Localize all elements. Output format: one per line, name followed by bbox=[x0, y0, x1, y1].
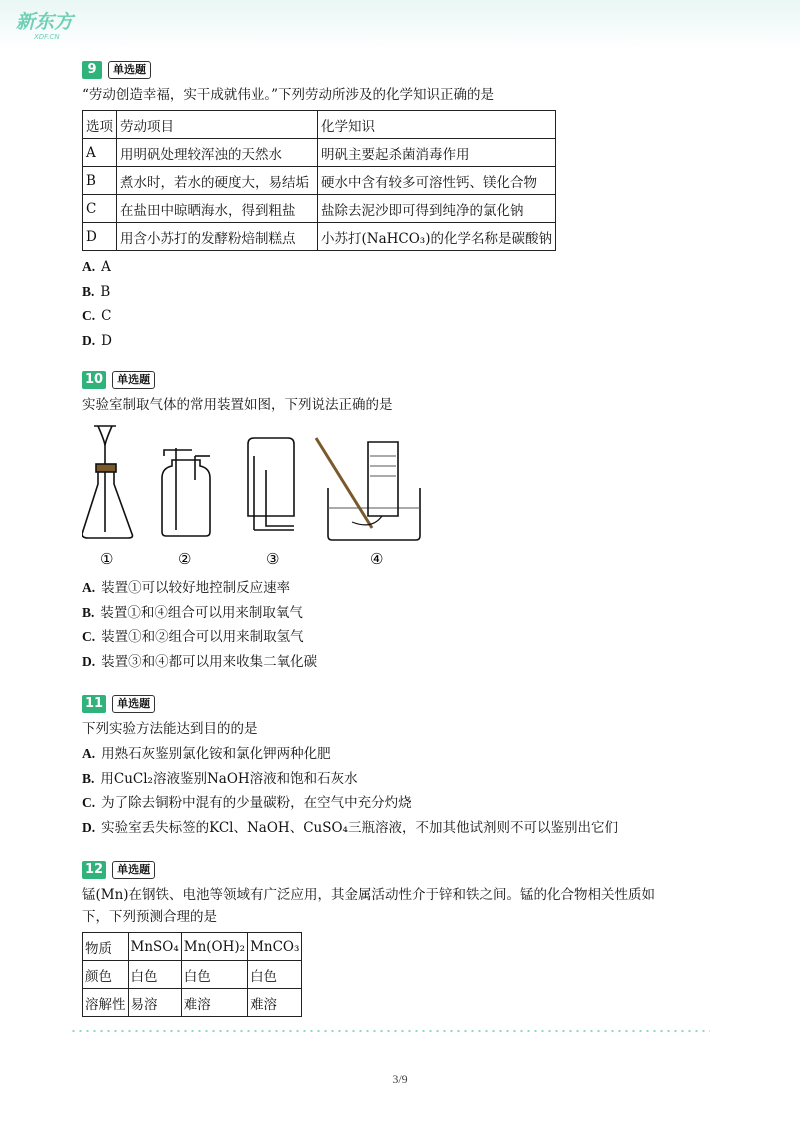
option-b[interactable]: B. 用CuCl₂溶液鉴别NaOH溶液和饱和石灰水 bbox=[82, 770, 358, 787]
table-header: Mn(OH)₂ bbox=[181, 933, 247, 961]
question-number: 10 bbox=[82, 371, 106, 389]
question-stem: “劳动创造幸福，实干成就伟业。”下列劳动所涉及的化学知识正确的是 bbox=[82, 87, 495, 103]
question-number: 11 bbox=[82, 695, 106, 713]
xdf-logo bbox=[14, 6, 84, 44]
table-row bbox=[83, 167, 556, 195]
figure-label: ③ bbox=[266, 550, 280, 568]
apparatus-4 bbox=[316, 438, 420, 540]
table-cell: 易溶 bbox=[128, 989, 181, 1017]
question-type-badge: 单选题 bbox=[108, 61, 151, 79]
table-cell: 用含小苏打的发酵粉焙制糕点 bbox=[117, 223, 318, 251]
table-header: MnSO₄ bbox=[128, 933, 181, 961]
option-c[interactable]: C. C bbox=[82, 308, 112, 324]
option-d[interactable]: D. D bbox=[82, 332, 112, 349]
table-cell: 在盐田中晾晒海水，得到粗盐 bbox=[117, 195, 318, 223]
table-header: 劳动项目 bbox=[117, 111, 318, 139]
question-number: 9 bbox=[82, 61, 102, 79]
question-stem bbox=[82, 884, 722, 928]
table-cell: 煮水时，若水的硬度大，易结垢 bbox=[117, 167, 318, 195]
option-c[interactable]: C. 装置①和②组合可以用来制取氢气 bbox=[82, 629, 304, 645]
question-11 bbox=[82, 694, 722, 840]
question-type-badge: 单选题 bbox=[112, 695, 155, 713]
table-header: 化学知识 bbox=[318, 111, 556, 139]
table-cell: 溶解性 bbox=[83, 989, 129, 1017]
question-stem: 实验室制取气体的常用装置如图，下列说法正确的是 bbox=[82, 397, 393, 413]
option-a[interactable]: A. 装置①可以较好地控制反应速率 bbox=[82, 580, 291, 596]
apparatus-1 bbox=[82, 426, 133, 538]
knowledge-table bbox=[82, 110, 556, 251]
footer-divider bbox=[70, 1030, 710, 1032]
apparatus-3 bbox=[248, 438, 294, 530]
table-cell: D bbox=[83, 223, 117, 251]
table-cell: C bbox=[83, 195, 117, 223]
option-b[interactable]: B. B bbox=[82, 283, 111, 300]
table-row bbox=[83, 195, 556, 223]
option-d[interactable]: D. 装置③和④都可以用来收集二氧化碳 bbox=[82, 653, 318, 670]
table-cell: 白色 bbox=[181, 961, 247, 989]
apparatus-2 bbox=[162, 448, 210, 536]
page-number: 3/9 bbox=[392, 1072, 408, 1086]
question-number: 12 bbox=[82, 861, 106, 879]
table-cell: 硬水中含有较多可溶性钙、镁化合物 bbox=[318, 167, 556, 195]
table-cell: 难溶 bbox=[248, 989, 302, 1017]
manganese-compounds-table bbox=[82, 932, 302, 1017]
figure-label: ① bbox=[100, 550, 114, 568]
header-band bbox=[0, 0, 800, 50]
table-cell: 颜色 bbox=[83, 961, 129, 989]
table-cell: 白色 bbox=[248, 961, 302, 989]
question-12 bbox=[82, 860, 722, 1017]
question-10 bbox=[82, 370, 722, 674]
table-row bbox=[83, 961, 302, 989]
question-9 bbox=[82, 60, 722, 353]
svg-text:新东方: 新东方 bbox=[16, 11, 74, 33]
option-a[interactable]: A. 用熟石灰鉴别氯化铵和氯化钾两种化肥 bbox=[82, 746, 331, 762]
table-header-row bbox=[83, 933, 302, 961]
table-row bbox=[83, 223, 556, 251]
question-type-badge: 单选题 bbox=[112, 371, 155, 389]
table-cell: B bbox=[83, 167, 117, 195]
stem-line: 锰(Mn)在钢铁、电池等领域有广泛应用，其金属活动性介于锌和铁之间。锰的化合物相关性质如 bbox=[82, 887, 656, 903]
table-cell: 小苏打(NaHCO₃)的化学名称是碳酸钠 bbox=[318, 223, 556, 251]
svg-text:XDF.CN: XDF.CN bbox=[34, 33, 60, 41]
gas-apparatus-figure bbox=[82, 420, 442, 570]
figure-label: ④ bbox=[370, 550, 384, 568]
option-b[interactable]: B. 装置①和④组合可以用来制取氧气 bbox=[82, 604, 303, 621]
table-header: MnCO₃ bbox=[248, 933, 302, 961]
table-cell: 盐除去泥沙即可得到纯净的氯化钠 bbox=[318, 195, 556, 223]
option-c[interactable]: C. 为了除去铜粉中混有的少量碳粉，在空气中充分灼烧 bbox=[82, 795, 412, 811]
table-header-row bbox=[83, 111, 556, 139]
table-row bbox=[83, 139, 556, 167]
table-cell: 难溶 bbox=[181, 989, 247, 1017]
table-cell: 明矾主要起杀菌消毒作用 bbox=[318, 139, 556, 167]
table-header: 物质 bbox=[83, 933, 129, 961]
question-stem: 下列实验方法能达到目的的是 bbox=[82, 721, 258, 737]
option-d[interactable]: D. 实验室丢失标签的KCl、NaOH、CuSO₄三瓶溶液，不加其他试剂则不可以鉴别出它们 bbox=[82, 819, 618, 836]
table-cell: 白色 bbox=[128, 961, 181, 989]
figure-label: ② bbox=[178, 550, 192, 568]
question-type-badge: 单选题 bbox=[112, 861, 155, 879]
table-cell: 用明矾处理较浑浊的天然水 bbox=[117, 139, 318, 167]
table-header: 选项 bbox=[83, 111, 117, 139]
stem-line: 下，下列预测合理的是 bbox=[82, 909, 217, 925]
table-cell: A bbox=[83, 139, 117, 167]
table-row bbox=[83, 989, 302, 1017]
option-a[interactable]: A. A bbox=[82, 259, 111, 275]
